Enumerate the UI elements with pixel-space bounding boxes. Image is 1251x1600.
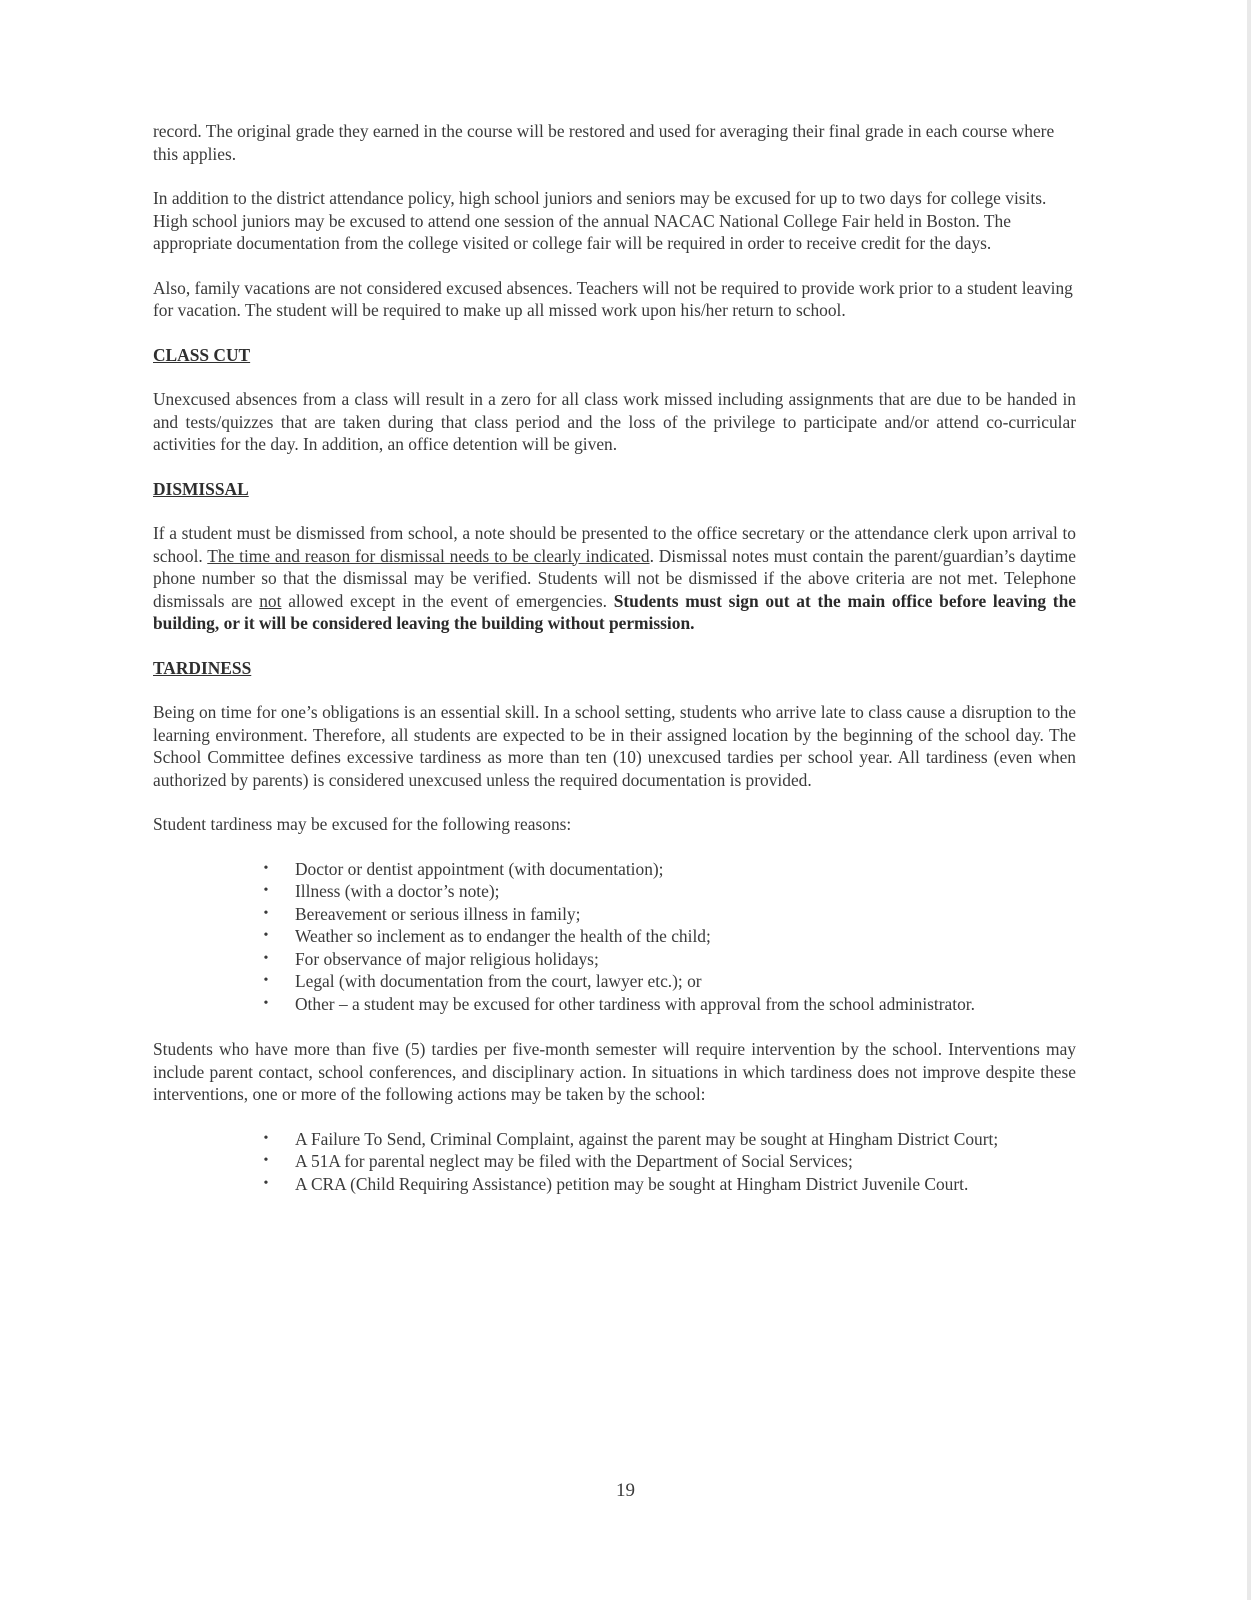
heading-dismissal: DISMISSAL xyxy=(153,478,249,499)
list-item xyxy=(263,880,1076,903)
list-item xyxy=(263,993,1076,1016)
paragraph-college-visits: In addition to the district attendance policy, high school juniors and seniors may be excused for up to two days for college visits. High school juniors may be excused to attend one session of the annual NACAC National College Fair held in Boston. The appropriate documentation from the college visited or college fair will be required in order to receive credit for the days. xyxy=(153,188,1047,253)
tardiness-reasons-list xyxy=(153,858,1076,1016)
bullet-icon: • xyxy=(263,860,269,876)
list-item xyxy=(263,1173,1076,1196)
dismissal-text-b: . Dismissal notes must contain the parent/guardian’s daytime phone number so that the dismissal may be verified. Students will not be dismissed if the above criteria are not met. Telephone dismissals are xyxy=(153,545,1076,611)
list-item-text: Other – a student may be excused for other tardiness with approval from the school administrator. xyxy=(295,993,975,1014)
paragraph-tardy-interventions: Students who have more than five (5) tardies per five-month semester will require intervention by the school. Interventions may include parent contact, school conferences, and disciplinary action. In situations in which tardiness does not improve despite these interventions, one or more of the following actions may be taken by the school: xyxy=(153,1039,1076,1104)
page-number: 19 xyxy=(616,1480,635,1501)
dismissal-not-emphasis: not xyxy=(259,590,282,611)
paragraph-class-cut: Unexcused absences from a class will result in a zero for all class work missed including assignments that are due to be handed in and tests/quizzes that are taken during that class period and the loss of the privilege to participate and/or attend co-curricular activities for the day. In addition, an office detention will be given. xyxy=(153,389,1076,454)
bullet-icon: • xyxy=(263,1153,269,1168)
paragraph-tardiness: Being on time for one’s obligations is an essential skill. In a school setting, students who arrive late to class cause a disruption to the learning environment. Therefore, all students are expected to be in their assigned location by the beginning of the school day. The School Committee defines excessive tardiness as more than ten (10) unexcused tardies per school year. All tardiness (even when authorized by parents) is considered unexcused unless the required documentation is provided. xyxy=(153,702,1076,790)
page-content xyxy=(153,120,1076,1218)
dismissal-text-a: If a student must be dismissed from school, a note should be presented to the office secretary or the attendance clerk upon arrival to school. xyxy=(153,523,1076,566)
bullet-icon: • xyxy=(263,995,269,1011)
scan-edge xyxy=(1247,0,1251,1600)
list-item-text: Legal (with documentation from the court, lawyer etc.); or xyxy=(295,971,702,991)
paragraph-dismissal xyxy=(153,522,1076,635)
list-item xyxy=(263,1150,1076,1173)
bullet-icon: • xyxy=(263,905,269,921)
list-item xyxy=(263,925,1076,948)
bullet-icon: • xyxy=(263,973,269,988)
bullet-icon: • xyxy=(263,1130,269,1146)
list-item xyxy=(263,970,1076,993)
list-item-text: Illness (with a doctor’s note); xyxy=(295,881,500,901)
dismissal-underlined-text: The time and reason for dismissal needs to be clearly indicated xyxy=(207,545,650,566)
list-item-text: Bereavement or serious illness in family; xyxy=(295,903,581,924)
list-item-text: Weather so inclement as to endanger the health of the child; xyxy=(295,926,711,946)
list-item-text: Doctor or dentist appointment (with documentation); xyxy=(295,858,664,879)
bullet-icon: • xyxy=(263,1175,269,1191)
paragraph-tardiness-reasons-intro: Student tardiness may be excused for the following reasons: xyxy=(153,814,572,834)
bullet-icon: • xyxy=(263,950,269,966)
heading-class-cut: CLASS CUT xyxy=(153,344,251,365)
list-item-text: For observance of major religious holidays; xyxy=(295,948,599,969)
paragraph-grade-restore: record. The original grade they earned in the course will be restored and used for averaging their final grade in each course where this applies. xyxy=(153,121,1055,164)
bullet-icon: • xyxy=(263,928,269,943)
list-item-text: A Failure To Send, Criminal Complaint, against the parent may be sought at Hingham District Court; xyxy=(295,1128,999,1149)
list-item xyxy=(263,903,1076,926)
dismissal-bold-text: Students must sign out at the main office before leaving the building, or it will be considered leaving the building without permission. xyxy=(153,590,1076,633)
list-item xyxy=(263,858,1076,881)
list-item xyxy=(263,948,1076,971)
bullet-icon: • xyxy=(263,883,269,898)
list-item xyxy=(263,1128,1076,1151)
dismissal-text-c: allowed except in the event of emergencies. xyxy=(281,590,614,611)
list-item-text: A CRA (Child Requiring Assistance) petition may be sought at Hingham District Juvenile Court. xyxy=(295,1173,969,1194)
paragraph-family-vacations: Also, family vacations are not considered excused absences. Teachers will not be required to provide work prior to a student leaving for vacation. The student will be required to make up all missed work upon his/her return to school. xyxy=(153,277,1073,320)
tardiness-actions-list xyxy=(153,1128,1076,1196)
heading-tardiness: TARDINESS xyxy=(153,657,252,678)
list-item-text: A 51A for parental neglect may be filed with the Department of Social Services; xyxy=(295,1151,853,1171)
